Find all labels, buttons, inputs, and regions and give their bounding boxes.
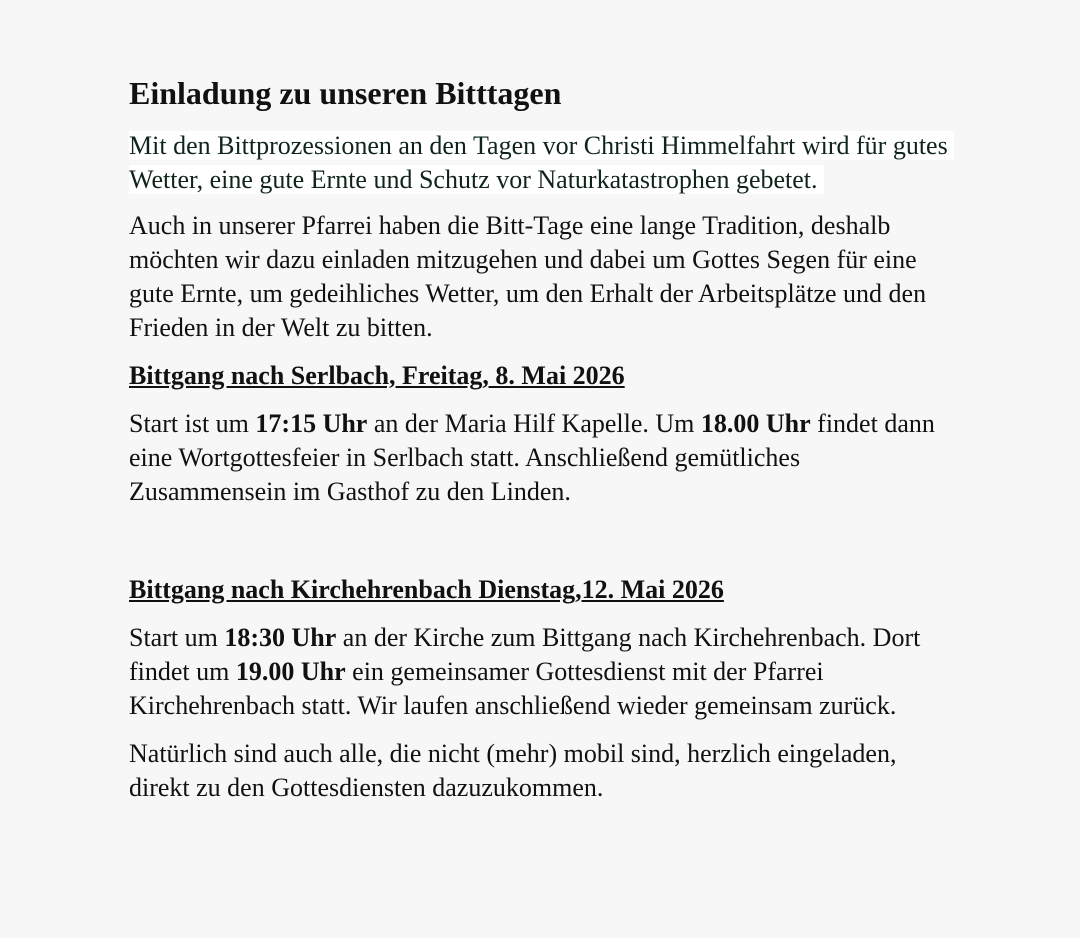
serlbach-text-1: Start ist um xyxy=(129,409,256,438)
kirchehrenbach-text-2: an der Kirche zum Bittgang nach Kirchehrenbach. Dort findet um xyxy=(129,623,921,686)
kirchehrenbach-text-3: ein gemeinsamer Gottesdienst mit der Pfarrei Kirchehrenbach statt. Wir laufen anschließend wieder gemeinsam zurück. xyxy=(129,657,897,720)
serlbach-service-time: 18.00 Uhr xyxy=(700,409,811,438)
serlbach-start-time: 17:15 Uhr xyxy=(255,409,368,438)
serlbach-text-3: findet dann eine Wortgottesfeier in Serlbach statt. Anschließend gemütliches Zusammensein im Gasthof zu den Linden. xyxy=(129,409,935,506)
serlbach-paragraph xyxy=(129,407,949,509)
article xyxy=(129,70,949,805)
kirchehrenbach-service-time: 19.00 Uhr xyxy=(235,657,346,686)
closing-paragraph: Natürlich sind auch alle, die nicht (mehr) mobil sind, herzlich eingeladen, direkt zu den Gottesdiensten dazuzukommen. xyxy=(129,739,897,802)
section-heading-serlbach: Bittgang nach Serlbach, Freitag, 8. Mai 2026 xyxy=(129,361,625,390)
intro-highlight-text: Mit den Bittprozessionen an den Tagen vor Christi Himmelfahrt wird für gutes Wetter, eine gute Ernte und Schutz vor Naturkatastrophen gebetet. xyxy=(129,131,954,194)
kirchehrenbach-start-time: 18:30 Uhr xyxy=(224,623,337,652)
page-title: Einladung zu unseren Bitttagen xyxy=(129,75,562,111)
kirchehrenbach-paragraph xyxy=(129,621,949,723)
kirchehrenbach-text-1: Start um xyxy=(129,623,225,652)
tradition-paragraph: Auch in unserer Pfarrei haben die Bitt-Tage eine lange Tradition, deshalb möchten wir dazu einladen mitzugehen und dabei um Gottes Segen für eine gute Ernte, um gedeihliches Wetter, um den Erhalt der Arbeitsplätze und den Frieden in der Welt zu bitten. xyxy=(129,211,927,342)
intro-paragraph xyxy=(129,129,949,197)
section-heading-kirchehrenbach: Bittgang nach Kirchehrenbach Dienstag,12. Mai 2026 xyxy=(129,575,724,604)
serlbach-text-2: an der Maria Hilf Kapelle. Um xyxy=(367,409,701,438)
